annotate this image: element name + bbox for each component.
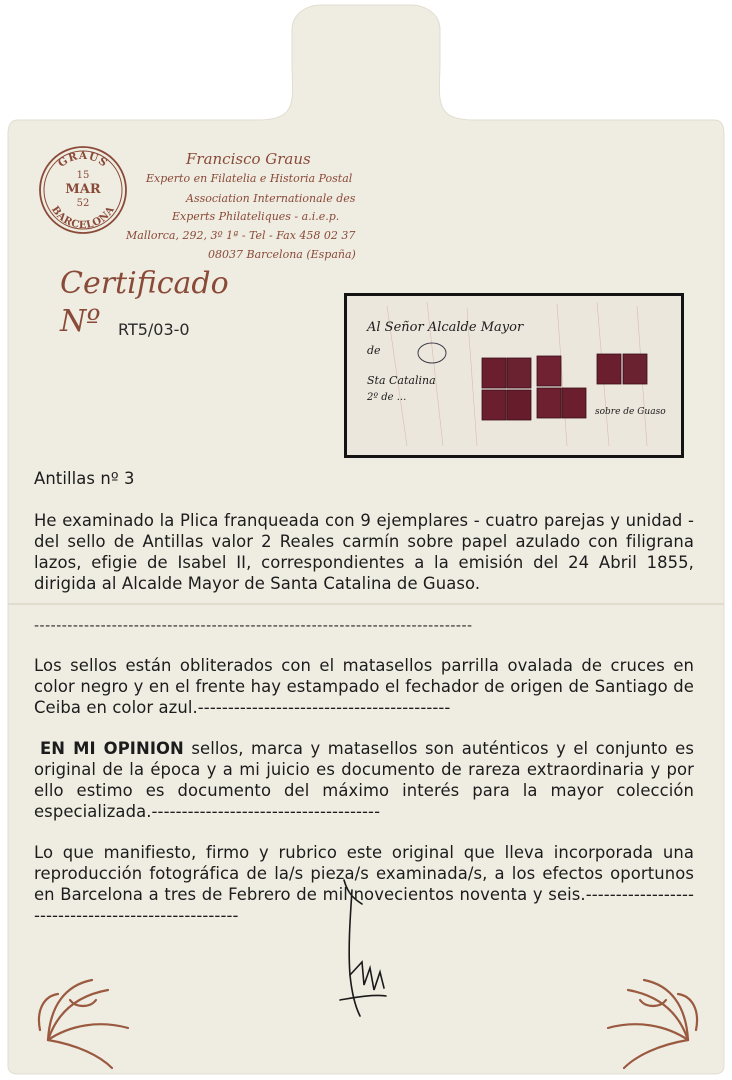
paragraph-opinion (34, 738, 694, 822)
separator-line: ------------------------------------------------------------------------------- (34, 618, 473, 634)
seal-top-text: GRAUS (56, 149, 111, 170)
seal-day: 15 (76, 170, 90, 181)
expert-name: Francisco Graus (186, 150, 311, 168)
date-seal (38, 145, 128, 235)
cover-address-line-5: sobre de Guaso (595, 407, 666, 417)
paragraph-description: He examinado la Plica franqueada con 9 ejemplares - cuatro parejas y unidad - del sello de Antillas valor 2 Reales carmín sobre papel azulado con filigrana lazos, efigie de Isabel II, correspondientes a la emisión del 24 Abril 1855, dirigida al Alcalde Mayor de Santa Catalina de Guaso. (34, 511, 694, 593)
certificate-title: Certificado (60, 266, 229, 301)
letterhead-line-4: Mallorca, 292, 3º 1ª - Tel - Fax 458 02 37 (126, 229, 356, 242)
cover-address-line-4: 2º de ... (367, 392, 407, 403)
seal-bottom-text: BARCELONA (48, 204, 117, 232)
svg-text:GRAUS (56, 150, 110, 170)
seal-year: 52 (76, 198, 90, 209)
seal-month: MAR (65, 182, 101, 197)
opinion-text: sellos, marca y matasellos son auténticos y el conjunto es original de la época y a mi juicio es documento de rareza extraordinaria y por ello estimo es documento del máximo interés para la mayor colección especializada.-------------------------------------- (34, 739, 694, 821)
letterhead-line-5: 08037 Barcelona (España) (208, 248, 356, 261)
opinion-heading: EN MI OPINION (40, 739, 184, 758)
paragraph-closing: Lo que manifiesto, firmo y rubrico este original que lleva incorporada una reproducción fotográfica de la/s pieza/s examinada/s, a los efectos oportunos en Barcelona a tres de Febrero de mil novecientos noventa y seis.---------------------------------------------------- (34, 843, 694, 925)
certificate-number: RT5/03-0 (118, 320, 190, 339)
letterhead-line-1: Experto en Filatelia e Historia Postal (146, 172, 353, 185)
cover-photo (344, 293, 684, 458)
letterhead-line-3: Experts Philateliques - a.i.e.p. (172, 210, 340, 223)
paragraph-cancellation: Los sellos están obliterados con el matasellos parrilla ovalada de cruces en color negro y en el frente hay estampado el fechador de origen de Santiago de Ceiba en color azul.------------------------------------------ (34, 656, 694, 717)
document-heading: Antillas nº 3 (34, 469, 135, 488)
letterhead-line-2: Association Internationale des (186, 192, 356, 205)
certificate-number-label: Nº (60, 304, 101, 339)
cover-address-line-3: Sta Catalina (367, 374, 436, 387)
cover-address-line-1: Al Señor Alcalde Mayor (367, 320, 524, 335)
cover-address-line-2: de (367, 344, 381, 357)
